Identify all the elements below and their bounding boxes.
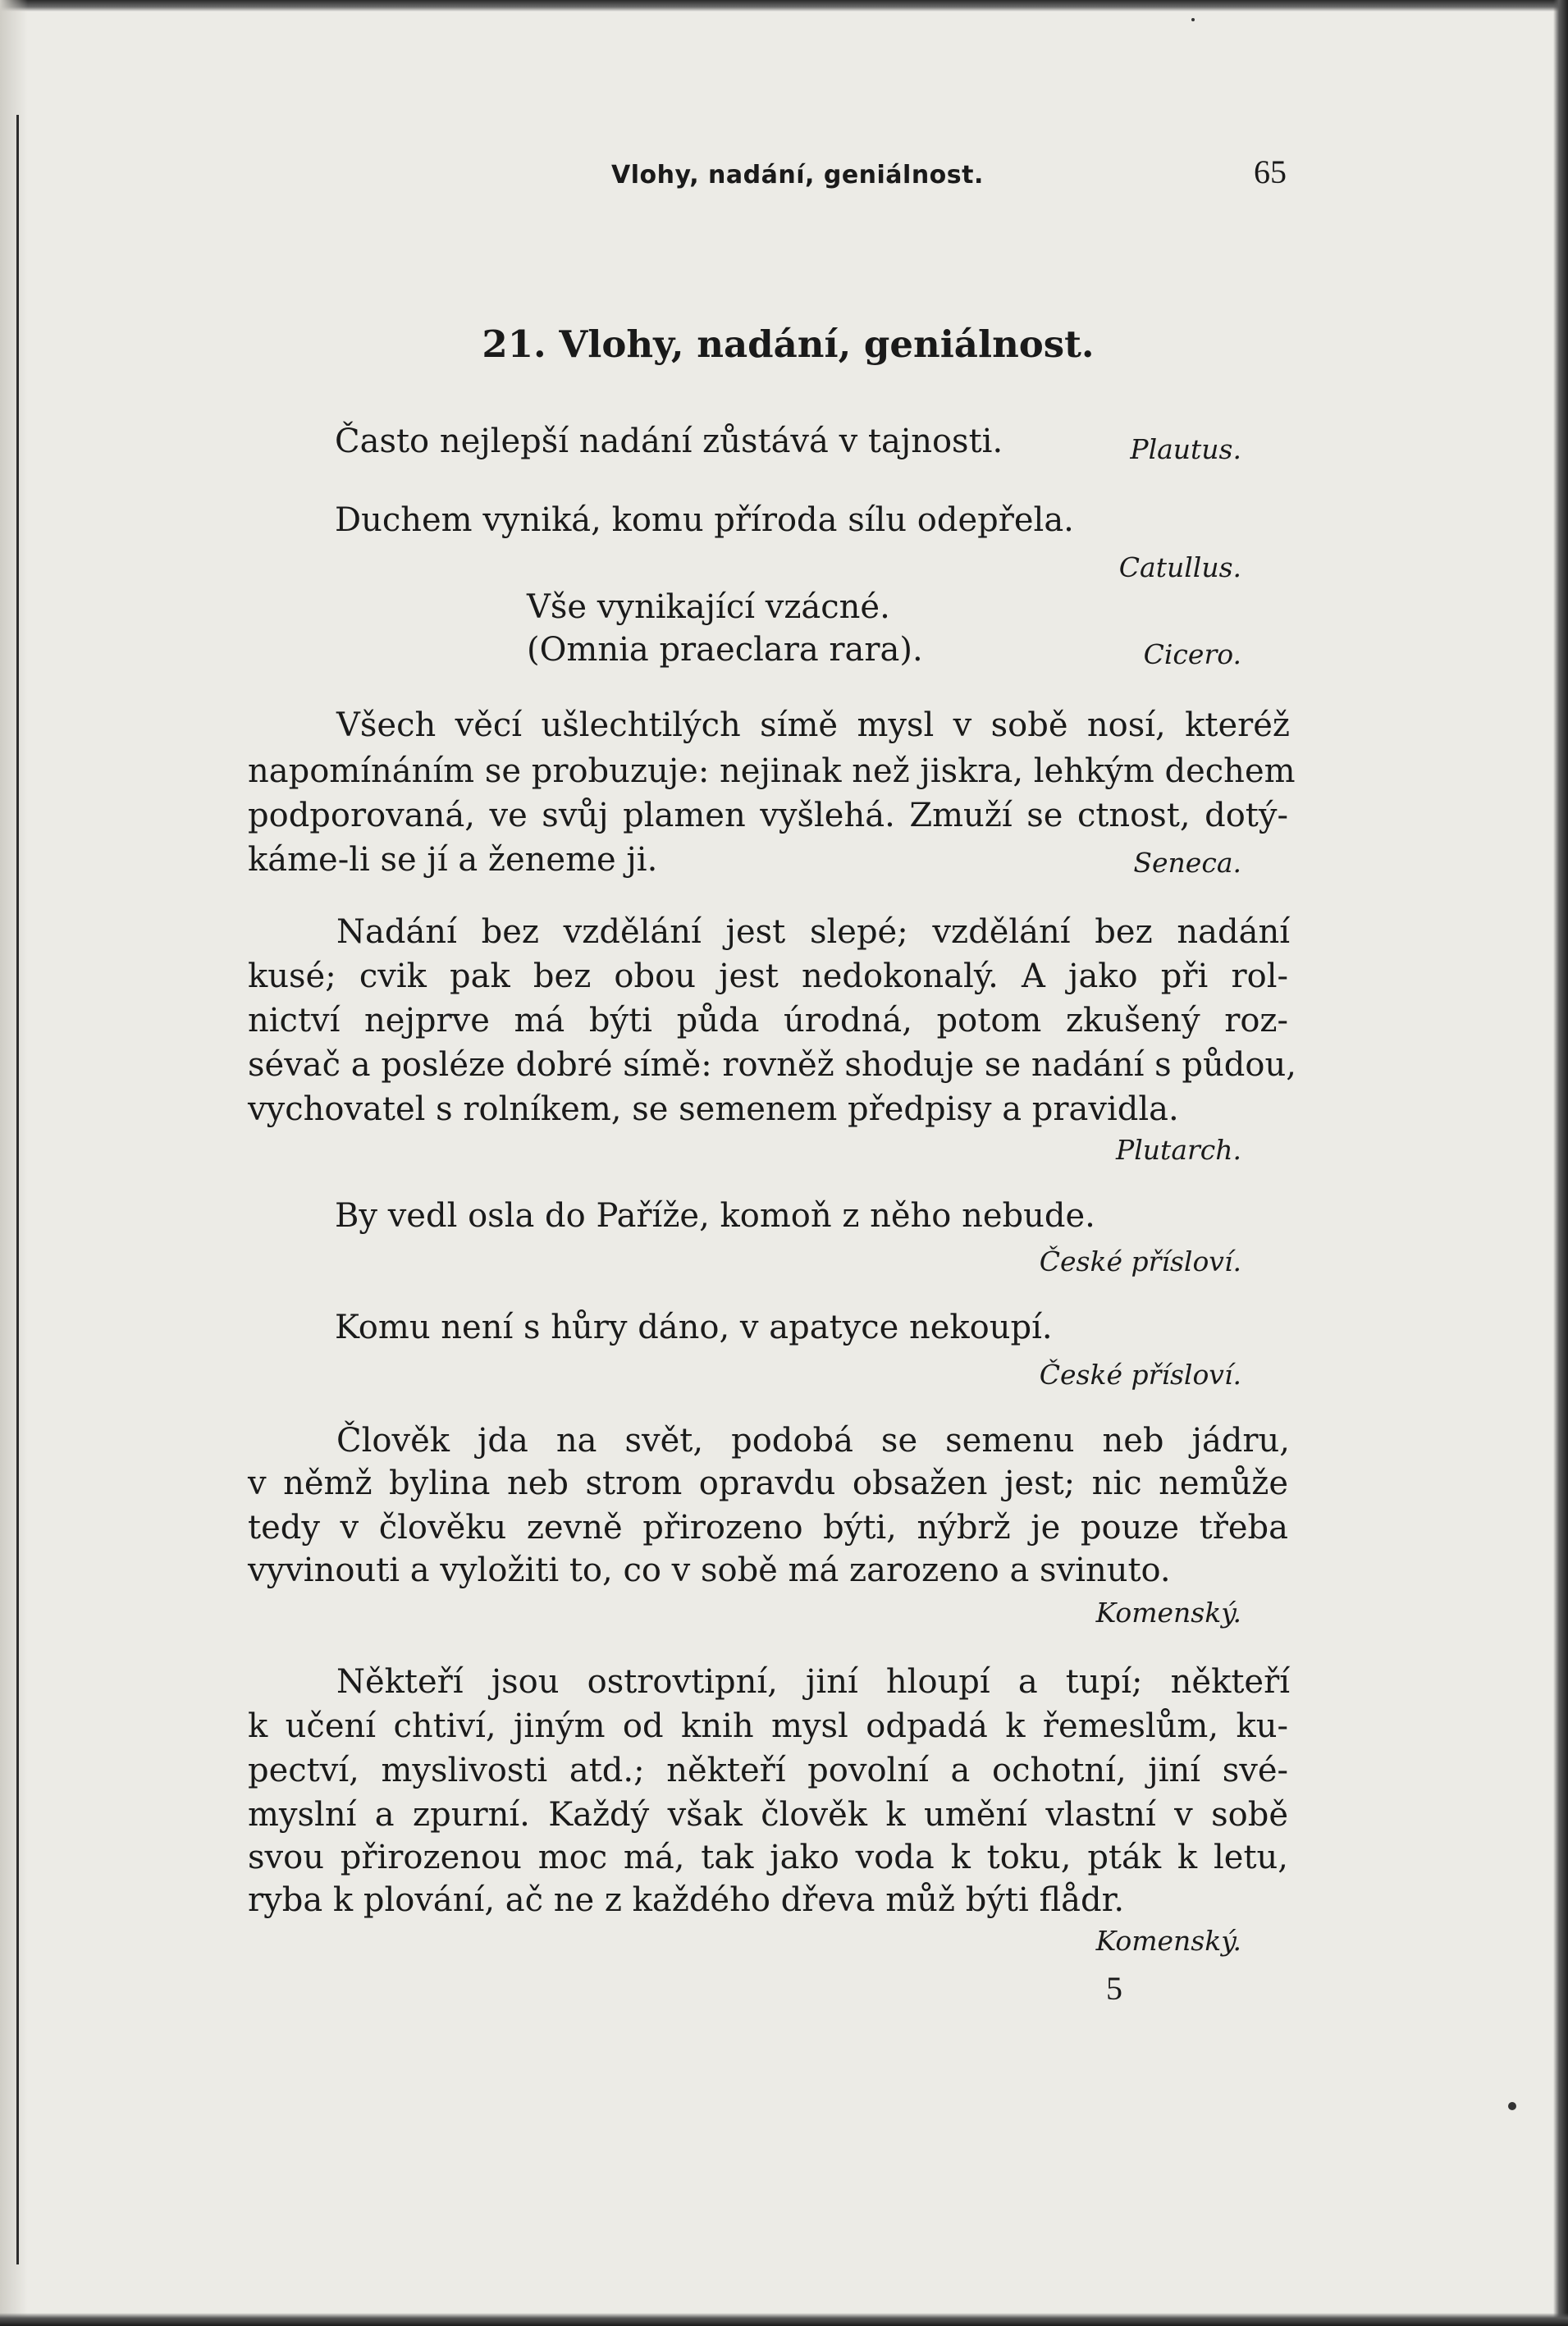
quote-line: káme-li se jí a ženeme ji.	[248, 841, 658, 879]
quote-line: Duchem vyniká, komu příroda sílu odepřela.	[335, 501, 1074, 539]
quote-author: Plautus.	[1130, 433, 1241, 465]
quote-line: nictví nejprve má býti půda úrodná, potom zkušený roz-	[248, 1002, 1288, 1040]
quote-author: Plutarch.	[1116, 1134, 1241, 1166]
quote-author: Komenský.	[1095, 1597, 1241, 1629]
quote-line: sévač a posléze dobré símě: rovněž shoduje se nadání s půdou,	[248, 1046, 1296, 1084]
section-title: 21. Vlohy, nadání, geniálnost.	[482, 322, 1095, 366]
quote-line: Všech věcí ušlechtilých símě mysl v sobě nosí, kteréž	[336, 706, 1290, 744]
quote-line: myslní a zpurní. Každý však člověk k umění vlastní v sobě	[248, 1796, 1288, 1834]
paper-speck	[1191, 18, 1195, 21]
quote-line: v němž bylina neb strom opravdu obsažen jest; nic nemůže	[248, 1465, 1288, 1502]
quote-line: ryba k plování, ač ne z každého dřeva můž býti flådr.	[248, 1881, 1125, 1919]
quote-line: Komu není s hůry dáno, v apatyce nekoupí.	[335, 1309, 1053, 1346]
quote-line: vychovatel s rolníkem, se semenem předpisy a pravidla.	[248, 1090, 1179, 1128]
quote-line: By vedl osla do Paříže, komoň z něho nebude.	[335, 1197, 1095, 1235]
quote-line: Člověk jda na svět, podobá se semenu neb jádru,	[336, 1422, 1290, 1460]
quote-line: podporovaná, ve svůj plamen vyšlehá. Zmuží se ctnost, dotý-	[248, 797, 1288, 834]
scan-border-bottom	[0, 2313, 1568, 2326]
quote-line: kusé; cvik pak bez obou jest nedokonalý. A jako při rol-	[248, 957, 1288, 995]
quote-line: vyvinouti a vyložiti to, co v sobě má zarozeno a svinuto.	[248, 1551, 1171, 1589]
quote-author: Catullus.	[1118, 551, 1241, 583]
quote-line: tedy v člověku zevně přirozeno býti, nýbrž je pouze třeba	[248, 1509, 1288, 1547]
quote-author: České přísloví.	[1039, 1245, 1241, 1277]
scan-border-top	[0, 0, 1568, 11]
page-number: 65	[1254, 153, 1287, 190]
signature-mark: 5	[1106, 1970, 1122, 2007]
quote-author: Cicero.	[1143, 638, 1241, 670]
quote-line: (Omnia praeclara rara).	[527, 631, 923, 669]
quote-author: Komenský.	[1095, 1925, 1241, 1957]
quote-line: Někteří jsou ostrovtipní, jiní hloupí a tupí; někteří	[336, 1663, 1290, 1701]
quote-line: Často nejlepší nadání zůstává v tajnosti.	[335, 423, 1003, 460]
quote-author: České přísloví.	[1039, 1359, 1241, 1391]
quote-line: k učení chtiví, jiným od knih mysl odpadá k řemeslům, ku-	[248, 1707, 1288, 1745]
running-header: Vlohy, nadání, geniálnost.	[611, 161, 984, 190]
quote-line: Vše vynikající vzácné.	[527, 588, 890, 626]
quote-line: svou přirozenou moc má, tak jako voda k toku, pták k letu,	[248, 1839, 1288, 1876]
quote-line: pectví, myslivosti atd.; někteří povolní a ochotní, jiní své-	[248, 1752, 1288, 1789]
quote-line: napomínáním se probuzuje: nejinak než jiskra, lehkým dechem	[248, 752, 1296, 790]
binding-edge	[16, 115, 19, 2264]
quote-line: Nadání bez vzdělání jest slepé; vzdělání bez nadání	[336, 913, 1290, 951]
paper-speck	[1508, 2102, 1516, 2110]
quote-author: Seneca.	[1133, 847, 1241, 879]
